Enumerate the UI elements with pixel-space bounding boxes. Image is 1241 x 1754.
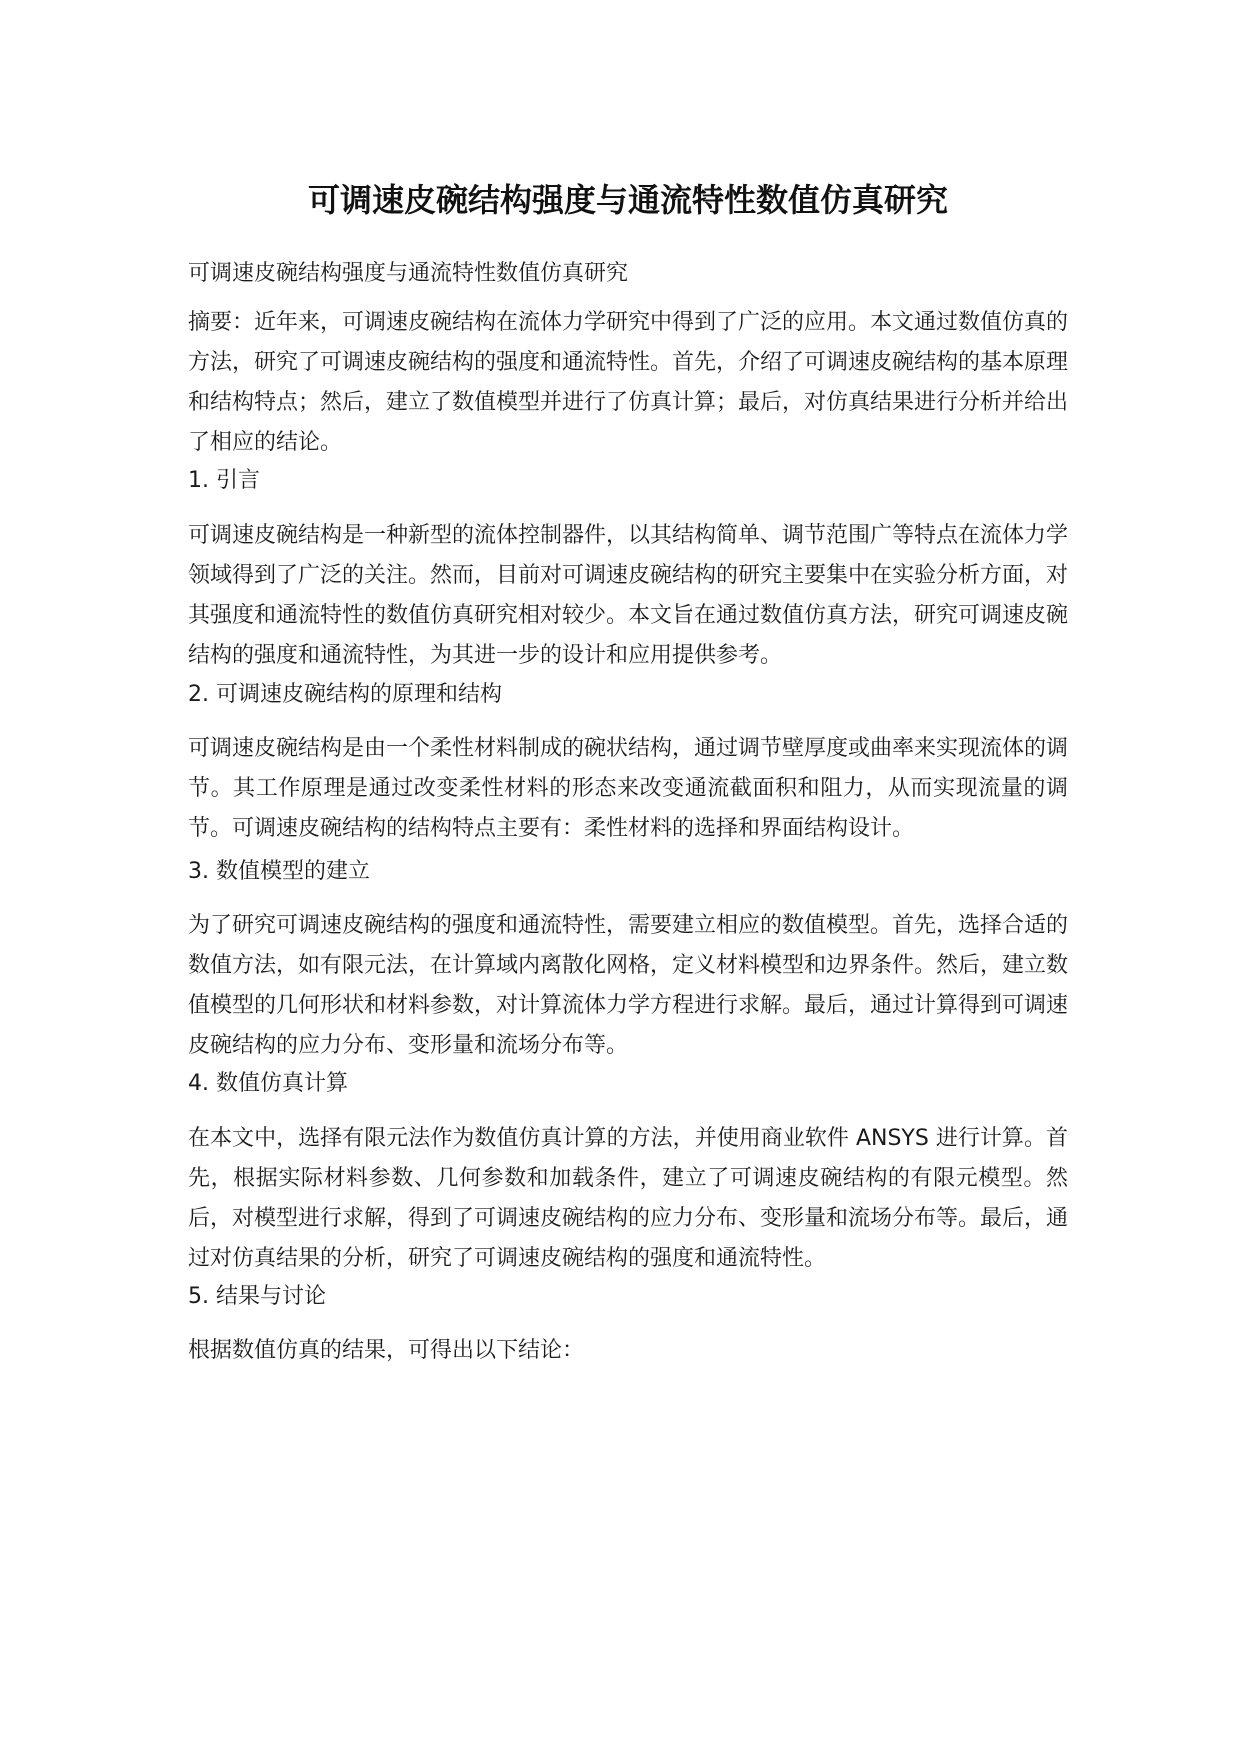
- section-heading-principle: 2. 可调速皮碗结构的原理和结构: [188, 682, 502, 707]
- document-title: 可调速皮碗结构强度与通流特性数值仿真研究: [307, 181, 948, 219]
- section-body-results: 根据数值仿真的结果，可得出以下结论：: [188, 1338, 585, 1363]
- abstract-paragraph: 摘要：近年来，可调速皮碗结构在流体力学研究中得到了广泛的应用。本文通过数值仿真的方法，研究了可调速皮碗结构的强度和通流特性。首先，介绍了可调速皮碗结构的基本原理和结构特点；然后，建立了数值模型并进行了仿真计算；最后，对仿真结果进行分析并给出了相应的结论。: [188, 310, 1069, 455]
- section-body-model: 为了研究可调速皮碗结构的强度和通流特性，需要建立相应的数值模型。首先，选择合适的数值方法，如有限元法，在计算域内离散化网格，定义材料模型和边界条件。然后，建立数值模型的几何形状和材料参数，对计算流体力学方程进行求解。最后，通过计算得到可调速皮碗结构的应力分布、变形量和流场分布等。: [188, 913, 1069, 1058]
- section-body-introduction: 可调速皮碗结构是一种新型的流体控制器件，以其结构简单、调节范围广等特点在流体力学领域得到了广泛的关注。然而，目前对可调速皮碗结构的研究主要集中在实验分析方面，对其强度和通流特性的数值仿真研究相对较少。本文旨在通过数值仿真方法，研究可调速皮碗结构的强度和通流特性，为其进一步的设计和应用提供参考。: [188, 523, 1069, 668]
- section-body-principle: 可调速皮碗结构是由一个柔性材料制成的碗状结构，通过调节壁厚度或曲率来实现流体的调节。其工作原理是通过改变柔性材料的形态来改变通流截面积和阻力，从而实现流量的调节。可调速皮碗结构的结构特点主要有：柔性材料的选择和界面结构设计。: [188, 736, 1069, 841]
- section-heading-introduction: 1. 引言: [188, 468, 260, 493]
- document-subtitle: 可调速皮碗结构强度与通流特性数值仿真研究: [188, 261, 629, 286]
- section-heading-results: 5. 结果与讨论: [188, 1284, 326, 1309]
- section-heading-simulation: 4. 数值仿真计算: [188, 1071, 348, 1096]
- section-heading-model: 3. 数值模型的建立: [188, 859, 370, 884]
- section-body-simulation: 在本文中，选择有限元法作为数值仿真计算的方法，并使用商业软件 ANSYS 进行计算。首先，根据实际材料参数、几何参数和加载条件，建立了可调速皮碗结构的有限元模型。然后，对模型进行求解，得到了可调速皮碗结构的应力分布、变形量和流场分布等。最后，通过对仿真结果的分析，研究了可调速皮碗结构的强度和通流特性。: [188, 1126, 1069, 1271]
